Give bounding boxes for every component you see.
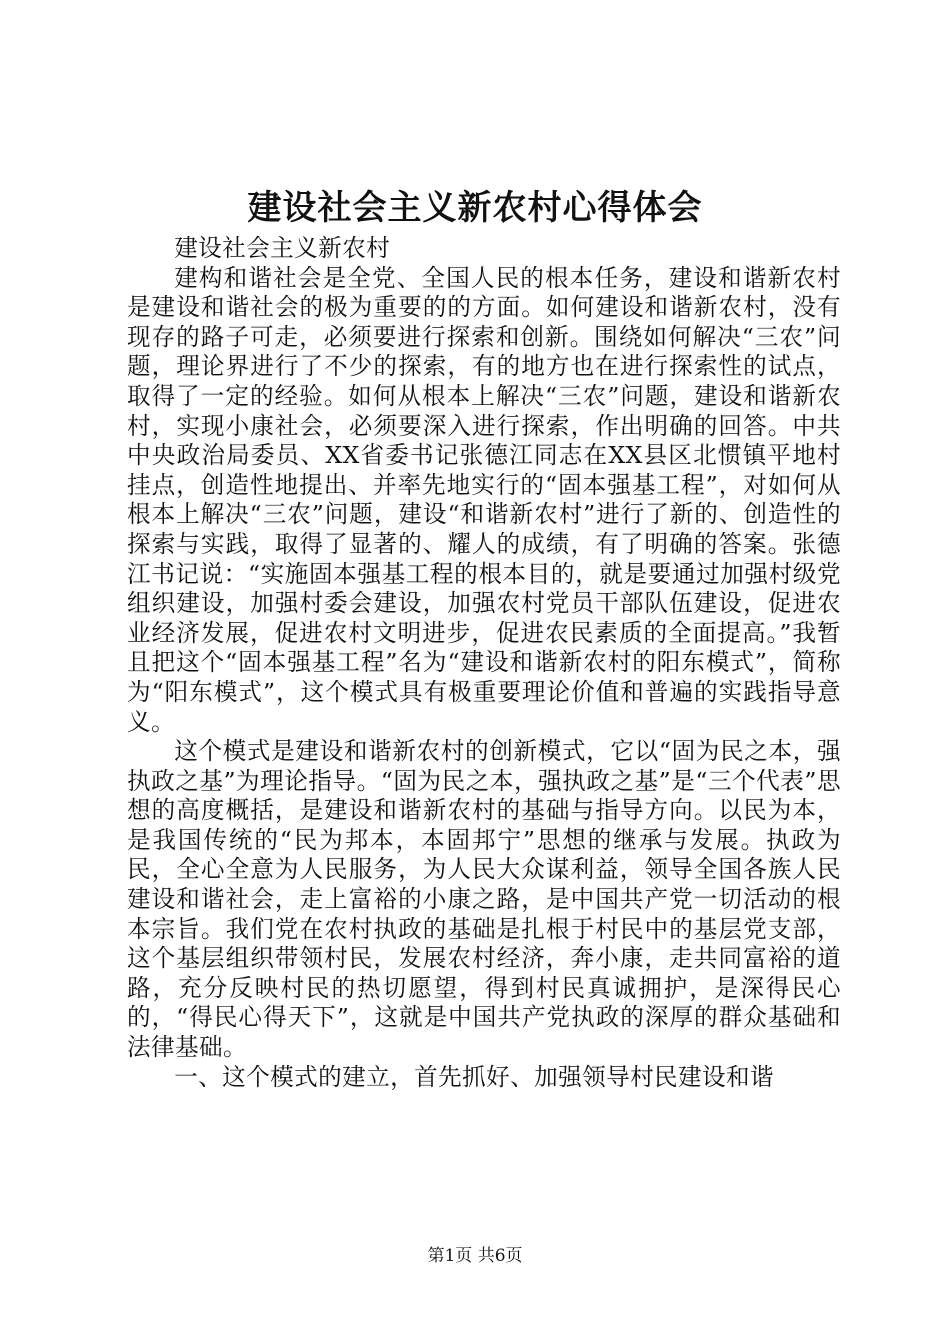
paragraph: 一、这个模式的建立，首先抓好、加强领导村民建设和谐: [174, 1062, 775, 1091]
document-body: [127, 234, 841, 1092]
paragraph: 建构和谐社会是全党、全国人民的根本任务，建设和谐新农村是建设和谐社会的极为重要的的方面。如何建设和谐新农村，没有现存的路子可走，必须要进行探索和创新。围绕如何解决“三农”问题，理论界进行了不少的探索，有的地方也在进行探索性的试点，取得了一定的经验。如何从根本上解决“三农”问题，建设和谐新农村，实现小康社会，必须要深入进行探索，作出明确的回答。中共中央政治局委员、XX省委书记张德江同志在XX县区北惯镇平地村挂点，创造性地提出、并率先地实行的“固本强基工程”，对如何从根本上解决“三农”问题，建设“和谐新农村”进行了新的、创造性的探索与实践，取得了显著的、耀人的成绩，有了明确的答案。张德江书记说：“实施固本强基工程的根本目的，就是要通过加强村级党组织建设，加强村委会建设，加强农村党员干部队伍建设，促进农业经济发展，促进农村文明进步，促进农民素质的全面提高。”我暂且把这个“固本强基工程”名为“建设和谐新农村的阳东模式”，简称为“阳东模式”，这个模式具有极重要理论价值和普遍的实践指导意义。: [127, 263, 841, 736]
paragraph: 这个模式是建设和谐新农村的创新模式，它以“固为民之本，强执政之基”为理论指导。“固为民之本，强执政之基”是“三个代表”思想的高度概括，是建设和谐新农村的基础与指导方向。以民为本，是我国传统的“民为邦本，本固邦宁”思想的继承与发展。执政为民，全心全意为人民服务，为人民大众谋利益，领导全国各族人民建设和谐社会，走上富裕的小康之路，是中国共产党一切活动的根本宗旨。我们党在农村执政的基础是扎根于村民中的基层党支部，这个基层组织带领村民，发展农村经济，奔小康，走共同富裕的道路，充分反映村民的热切愿望，得到村民真诚拥护，是深得民心的，“得民心得天下”，这就是中国共产党执政的深厚的群众基础和法律基础。: [127, 737, 841, 1062]
page-number-footer: 第1页 共6页: [427, 1246, 523, 1266]
document-title: 建设社会主义新农村心得体会: [247, 188, 703, 228]
paragraph-subtitle: 建设社会主义新农村: [174, 234, 391, 262]
